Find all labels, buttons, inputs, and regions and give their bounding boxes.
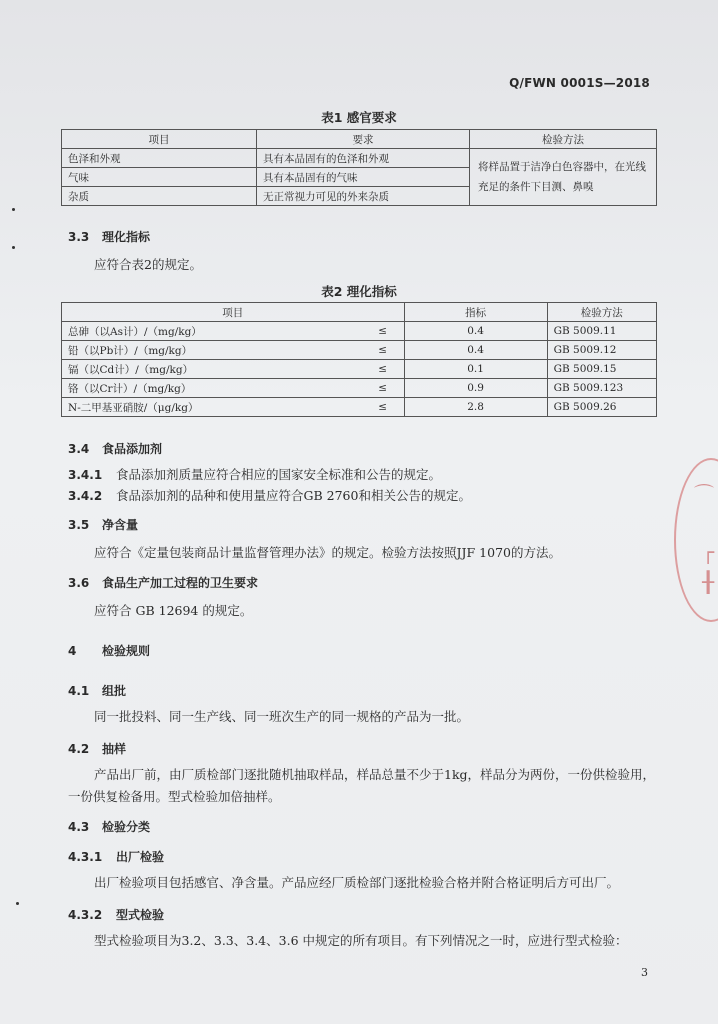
section-4-3-1-heading [68,848,164,865]
section-title: 检验分类 [102,820,151,834]
physchem-table [61,302,657,417]
table1-requirement: 无正常视力可见的外来杂质 [257,187,470,206]
table2-method: GB 5009.123 [547,379,656,398]
table2-op: ≤ [362,398,405,417]
table-row [62,322,657,341]
table2-value: 2.8 [404,398,547,417]
table1-item: 色泽和外观 [62,149,257,168]
table2-op: ≤ [362,379,405,398]
table1-requirement: 具有本品固有的气味 [257,168,470,187]
table2-method: GB 5009.12 [547,341,656,360]
table1-item: 杂质 [62,187,257,206]
section-4-1-heading [68,682,126,699]
section-3-4-1 [68,464,658,486]
table2-op: ≤ [362,322,405,341]
table-row [62,341,657,360]
table1-header-item: 项目 [62,130,257,149]
table2-method: GB 5009.11 [547,322,656,341]
section-3-6-heading [68,574,258,591]
table2-method: GB 5009.15 [547,360,656,379]
section-title: 检验规则 [102,644,151,658]
scan-dot [12,246,15,249]
section-4-heading [68,642,150,659]
sensory-table [61,129,657,206]
section-3-4-2 [68,485,658,507]
section-number: 4.3 [68,820,90,834]
table1-header-requirement: 要求 [257,130,470,149]
section-number: 3.4 [68,442,90,456]
section-title: 型式检验 [116,908,165,922]
section-number: 4.3.2 [68,908,103,922]
table2-caption: 表2 理化指标 [321,284,397,299]
section-number: 4 [68,644,77,658]
section-number: 3.5 [68,518,90,532]
section-4-2-text: 产品出厂前，由厂质检部门逐批随机抽取样品，样品总量不少于1kg，样品分为两份，一份供检验用，一份供复检备用。型式检验加倍抽样。 [68,767,656,804]
table-row [62,398,657,417]
section-title: 理化指标 [102,230,151,244]
stamp-glyph: ╂ [701,570,714,594]
section-title: 食品生产加工过程的卫生要求 [102,576,259,590]
section-4-2-heading [68,740,126,757]
section-4-3-2-heading [68,906,164,923]
section-3-5-heading [68,516,138,533]
section-number: 4.1 [68,684,90,698]
table1-caption: 表1 感官要求 [321,110,397,125]
section-title: 出厂检验 [116,850,165,864]
table-row [62,379,657,398]
table2-op: ≤ [362,360,405,379]
section-text: 食品添加剂的品种和使用量应符合GB 2760和相关公告的规定。 [116,488,471,503]
section-number: 3.4.1 [68,468,103,482]
table2-method: GB 5009.26 [547,398,656,417]
page-number: 3 [641,966,648,979]
table2-item: 铅（以Pb计）/（mg/kg） [62,341,362,360]
section-number: 3.3 [68,230,90,244]
section-text: 食品添加剂质量应符合相应的国家安全标准和公告的规定。 [116,467,442,482]
table1-item: 气味 [62,168,257,187]
table2-item: 铬（以Cr计）/（mg/kg） [62,379,362,398]
table1-header-method: 检验方法 [470,130,657,149]
section-4-3-2-text: 型式检验项目为3.2、3.3、3.4、3.6 中规定的所有项目。有下列情况之一时，应进行型式检验： [94,933,628,948]
table2-item: 总砷（以As计）/（mg/kg） [62,322,362,341]
stamp-glyph: ⌒ [694,482,714,506]
section-number: 3.6 [68,576,90,590]
table2-value: 0.4 [404,322,547,341]
stamp-glyph: ┌ [701,540,714,564]
table1-requirement: 具有本品固有的色泽和外观 [257,149,470,168]
section-number: 3.4.2 [68,489,103,503]
table1-method: 将样品置于洁净白色容器中，在光线充足的条件下目测、鼻嗅 [470,149,657,206]
section-3-6-text: 应符合 GB 12694 的规定。 [94,603,253,618]
table-row [62,360,657,379]
document-code: Q/FWN 0001S—2018 [509,76,650,90]
scan-dot [12,208,15,211]
section-3-4-heading [68,440,162,457]
scan-dot [16,902,19,905]
section-4-3-1-text: 出厂检验项目包括感官、净含量。产品应经厂质检部门逐批检验合格并附合格证明后方可出厂。 [94,875,620,890]
section-title: 组批 [102,684,127,698]
section-3-5-text: 应符合《定量包装商品计量监督管理办法》的规定。检验方法按照JJF 1070的方法。 [94,545,561,560]
section-4-1-text: 同一批投料、同一生产线、同一班次生产的同一规格的产品为一批。 [94,709,470,724]
table2-op: ≤ [362,341,405,360]
section-title: 食品添加剂 [102,442,163,456]
section-number: 4.2 [68,742,90,756]
table2-header-method: 检验方法 [547,303,656,322]
section-4-3-heading [68,818,150,835]
section-number: 4.3.1 [68,850,103,864]
section-3-3-text: 应符合表2的规定。 [94,257,202,272]
table2-value: 0.9 [404,379,547,398]
table2-header-item: 项目 [62,303,405,322]
table2-value: 0.1 [404,360,547,379]
table-row [62,149,657,168]
table2-value: 0.4 [404,341,547,360]
section-title: 抽样 [102,742,127,756]
table2-item: 镉（以Cd计）/（mg/kg） [62,360,362,379]
table2-header-value: 指标 [404,303,547,322]
table2-item: N-二甲基亚硝胺/（μg/kg） [62,398,362,417]
section-3-3-heading [68,228,150,245]
section-title: 净含量 [102,518,139,532]
